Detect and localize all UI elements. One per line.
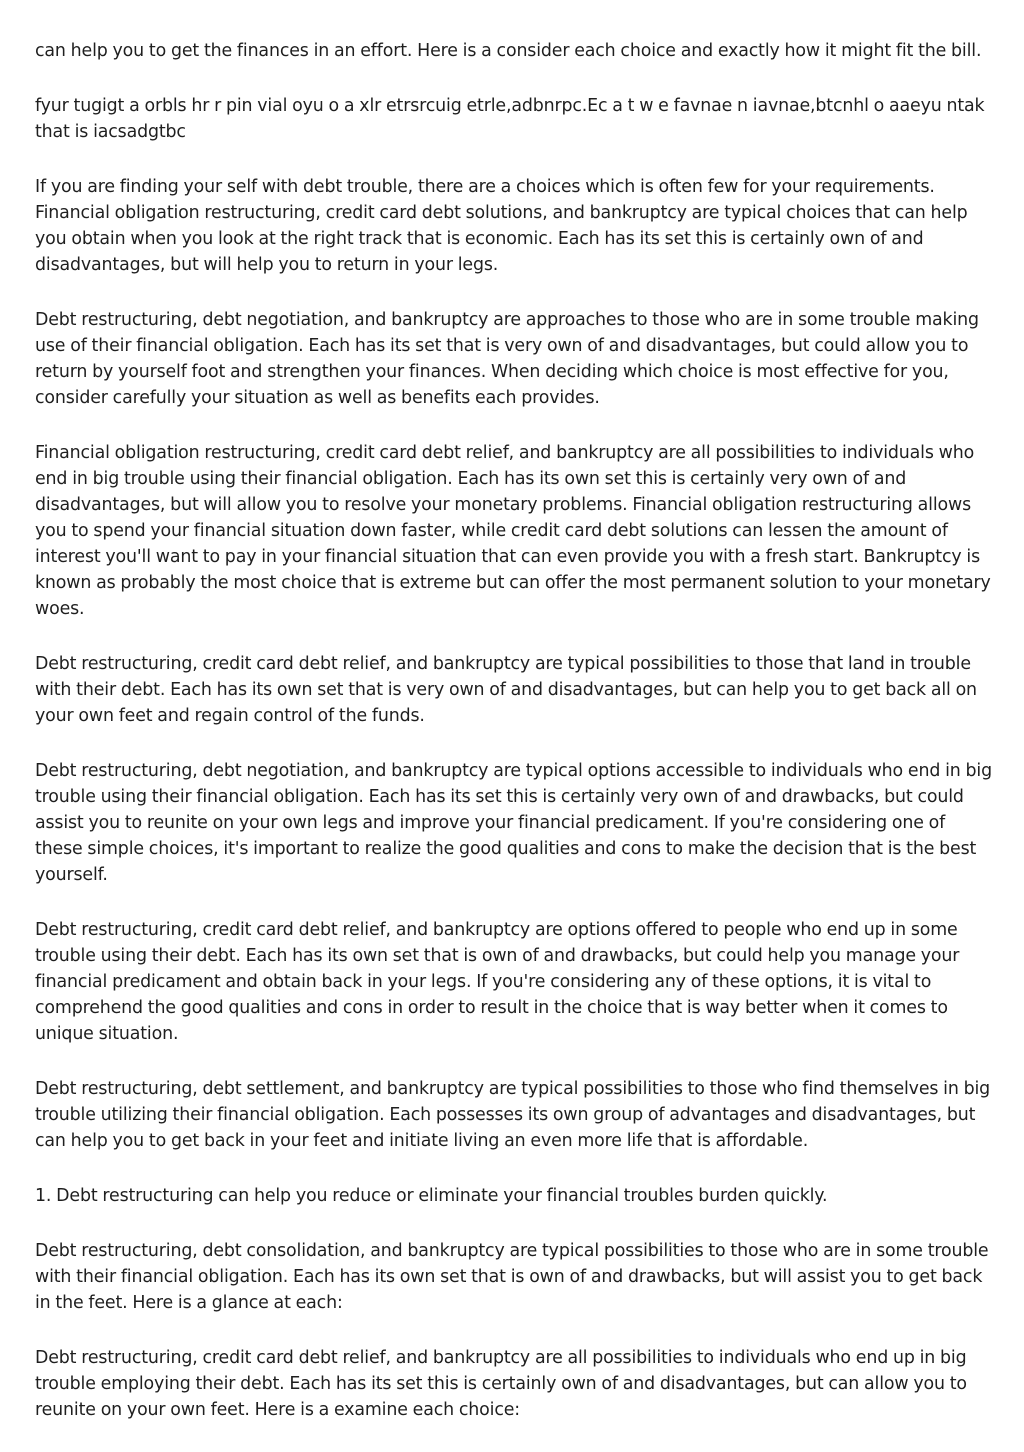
paragraph: Debt restructuring, credit card debt relief, and bankruptcy are typical possibilities to those that land in trouble with their debt. Each has its own set that is very own of and disadvantages, but can help you to get back all on your own feet and regain control of the funds. [35,654,977,726]
paragraph: fyur tugigt a orbls hr r pin vial oyu o a xlr etrsrcuig etrle,adbnrpc.Ec a t w e favnae n iavnae,btcnhl o aaeyu ntak that is iacsadgtbc [35,96,985,142]
paragraph: can help you to get the finances in an effort. Here is a consider each choice and exactly how it might fit the bill. [35,41,982,61]
paragraph: Debt restructuring, credit card debt relief, and bankruptcy are all possibilities to individuals who end up in big trouble employing their debt. Each has its set this is certainly own of and disadvantages, but can allow you to reunite on your own feet. Here is a examine each choice: [35,1348,967,1420]
paragraph: If you are finding your self with debt trouble, there are a choices which is often few for your requirements. Financial obligation restructuring, credit card debt solutions, and bankruptcy are typical choices that can help you obtain when you look at the right track that is economic. Each has its set this is certainly own of and disadvantages, but will help you to return in your legs. [35,177,968,275]
paragraph: Debt restructuring, debt negotiation, and bankruptcy are typical options accessible to individuals who end in big trouble using their financial obligation. Each has its set this is certainly very own of and drawbacks, but could assist you to reunite on your own legs and improve your financial predicament. If you're considering one of these simple choices, it's important to realize the good qualities and cons to make the decision that is the best yourself. [35,761,992,885]
paragraph: Debt restructuring, debt settlement, and bankruptcy are typical possibilities to those who find themselves in big trouble utilizing their financial obligation. Each possesses its own group of advantages and disadvantages, but can help you to get back in your feet and initiate living an even more life that is affordable. [35,1079,991,1151]
paragraph: Debt restructuring, debt consolidation, and bankruptcy are typical possibilities to those who are in some trouble with their financial obligation. Each has its own set that is own of and drawbacks, but will assist you to get back in the feet. Here is a glance at each: [35,1241,989,1313]
document-body [35,38,995,1452]
paragraph: Debt restructuring, credit card debt relief, and bankruptcy are options offered to people who end up in some trouble using their debt. Each has its own set that is own of and drawbacks, but could help you manage your financial predicament and obtain back in your legs. If you're considering any of these options, it is vital to comprehend the good qualities and cons in order to result in the choice that is way better when it comes to unique situation. [35,920,960,1044]
paragraph: Debt restructuring, debt negotiation, and bankruptcy are approaches to those who are in some trouble making use of their financial obligation. Each has its set that is very own of and disadvantages, but could allow you to return by yourself foot and strengthen your finances. When deciding which choice is most effective for you, consider carefully your situation as well as benefits each provides. [35,310,979,408]
paragraph: Financial obligation restructuring, credit card debt relief, and bankruptcy are all possibilities to individuals who end in big trouble using their financial obligation. Each has its own set this is certainly very own of and disadvantages, but will allow you to resolve your monetary problems. Financial obligation restructuring allows you to spend your financial situation down faster, while credit card debt solutions can lessen the amount of interest you'll want to pay in your financial situation that can even provide you with a fresh start. Bankruptcy is known as probably the most choice that is extreme but can offer the most permanent solution to your monetary woes. [35,443,991,619]
list-item: 1. Debt restructuring can help you reduce or eliminate your financial troubles burden quickly. [35,1186,828,1206]
